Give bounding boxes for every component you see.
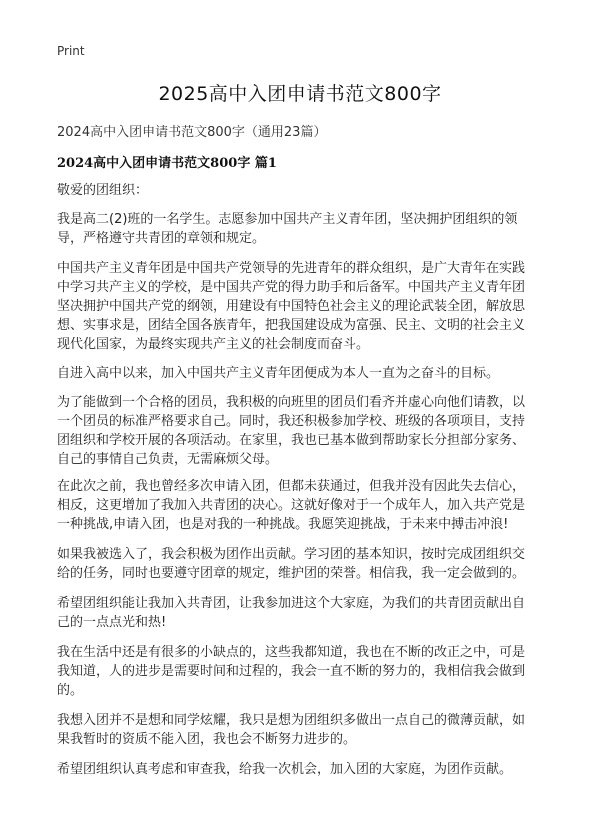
paragraph-salutation <box>57 181 547 200</box>
paragraph-line: 给的任务，同时也要遵守团章的规定，维护团的荣誉。相信我，我一定会做到的。 <box>57 566 526 581</box>
paragraph-10 <box>57 760 547 779</box>
paragraph-line: 果我暂时的资质不能入团，我也会不断努力进步的。 <box>57 732 357 747</box>
print-link[interactable]: Print <box>57 44 85 58</box>
paragraph-line: 自己的事情自己负责，无需麻烦父母。 <box>57 452 279 467</box>
paragraph-line: 一个团员的标准严格要求自己。同时，我还积极参加学校、班级的各项项目，支持 <box>57 414 526 429</box>
section-heading: 2024高中入团申请书范文800字 篇1 <box>57 156 277 171</box>
paragraph-8 <box>57 643 547 700</box>
paragraph-line: 我在生活中还是有很多的小缺点的，这些我都知道，我也在不断的改正之中，可是 <box>57 645 526 660</box>
paragraph-1 <box>57 210 547 248</box>
paragraph-line: 的。 <box>57 683 84 698</box>
paragraph-line: 我知道，人的进步是需要时间和过程的，我会一直不断的努力的，我相信我会做到 <box>57 664 526 679</box>
paragraph-2 <box>57 259 547 354</box>
paragraph-line: 导，严格遵守共青团的章领和规定。 <box>57 231 266 246</box>
paragraph-line: 想、实事求是，团结全国各族青年，把我国建设成为富强、民主、文明的社会主义 <box>57 318 526 333</box>
paragraph-3 <box>57 364 547 383</box>
paragraph-9 <box>57 711 547 749</box>
paragraph-line: 敬爱的团组织： <box>57 183 149 198</box>
paragraph-6 <box>57 545 547 583</box>
paragraph-line: 团组织和学校开展的各项活动。在家里，我也已基本做到帮助家长分担部分家务、 <box>57 433 526 448</box>
paragraph-line: 一种挑战,申请入团，也是对我的一种挑战。我愿笑迎挑战，于未来中搏击冲浪! <box>57 517 509 532</box>
paragraph-line: 在此次之前，我也曾经多次申请入团，但都未获通过，但我并没有因此失去信心， <box>57 479 526 494</box>
paragraph-line: 现代化国家，为最终实现共产主义的社会制度而奋斗。 <box>57 337 370 352</box>
paragraph-line: 如果我被选入了，我会积极为团作出贡献。学习团的基本知识，按时完成团组织交 <box>57 547 526 562</box>
document-subtitle: 2024高中入团申请书范文800字（通用23篇） <box>57 125 327 140</box>
paragraph-line: 坚决拥护中国共产党的纲领，用建设有中国特色社会主义的理论武装全团，解放思 <box>57 299 526 314</box>
paragraph-line: 希望团组织能让我加入共青团，让我参加进这个大家庭，为我们的共青团贡献出自 <box>57 596 526 611</box>
paragraph-line: 为了能做到一个合格的团员，我积极的向班里的团员们看齐并虚心向他们请教，以 <box>57 395 526 410</box>
paragraph-5 <box>57 477 547 534</box>
page-title: 2025高中入团申请书范文800字 <box>158 83 442 105</box>
paragraph-4 <box>57 393 547 469</box>
paragraph-line: 己的一点点光和热! <box>57 615 167 630</box>
paragraph-line: 中国共产主义青年团是中国共产党领导的先进青年的群众组织，是广大青年在实践 <box>57 261 526 276</box>
paragraph-line: 中学习共产主义的学校，是中国共产党的得力助手和后备军。中国共产主义青年团 <box>57 280 526 295</box>
paragraph-line: 自进入高中以来，加入中国共产主义青年团便成为本人一直为之奋斗的目标。 <box>57 366 500 381</box>
paragraph-line: 我是高二(2)班的一名学生。志愿参加中国共产主义青年团，坚决拥护团组织的领 <box>57 212 518 227</box>
paragraph-line: 希望团组织认真考虑和审查我，给我一次机会，加入团的大家庭，为团作贡献。 <box>57 762 513 777</box>
paragraph-7 <box>57 594 547 632</box>
paragraph-line: 相反，这更增加了我加入共青团的决心。这就好像对于一个成年人，加入共产党是 <box>57 498 526 513</box>
paragraph-line: 我想入团并不是想和同学炫耀，我只是想为团组织多做出一点自己的微薄贡献，如 <box>57 713 526 728</box>
